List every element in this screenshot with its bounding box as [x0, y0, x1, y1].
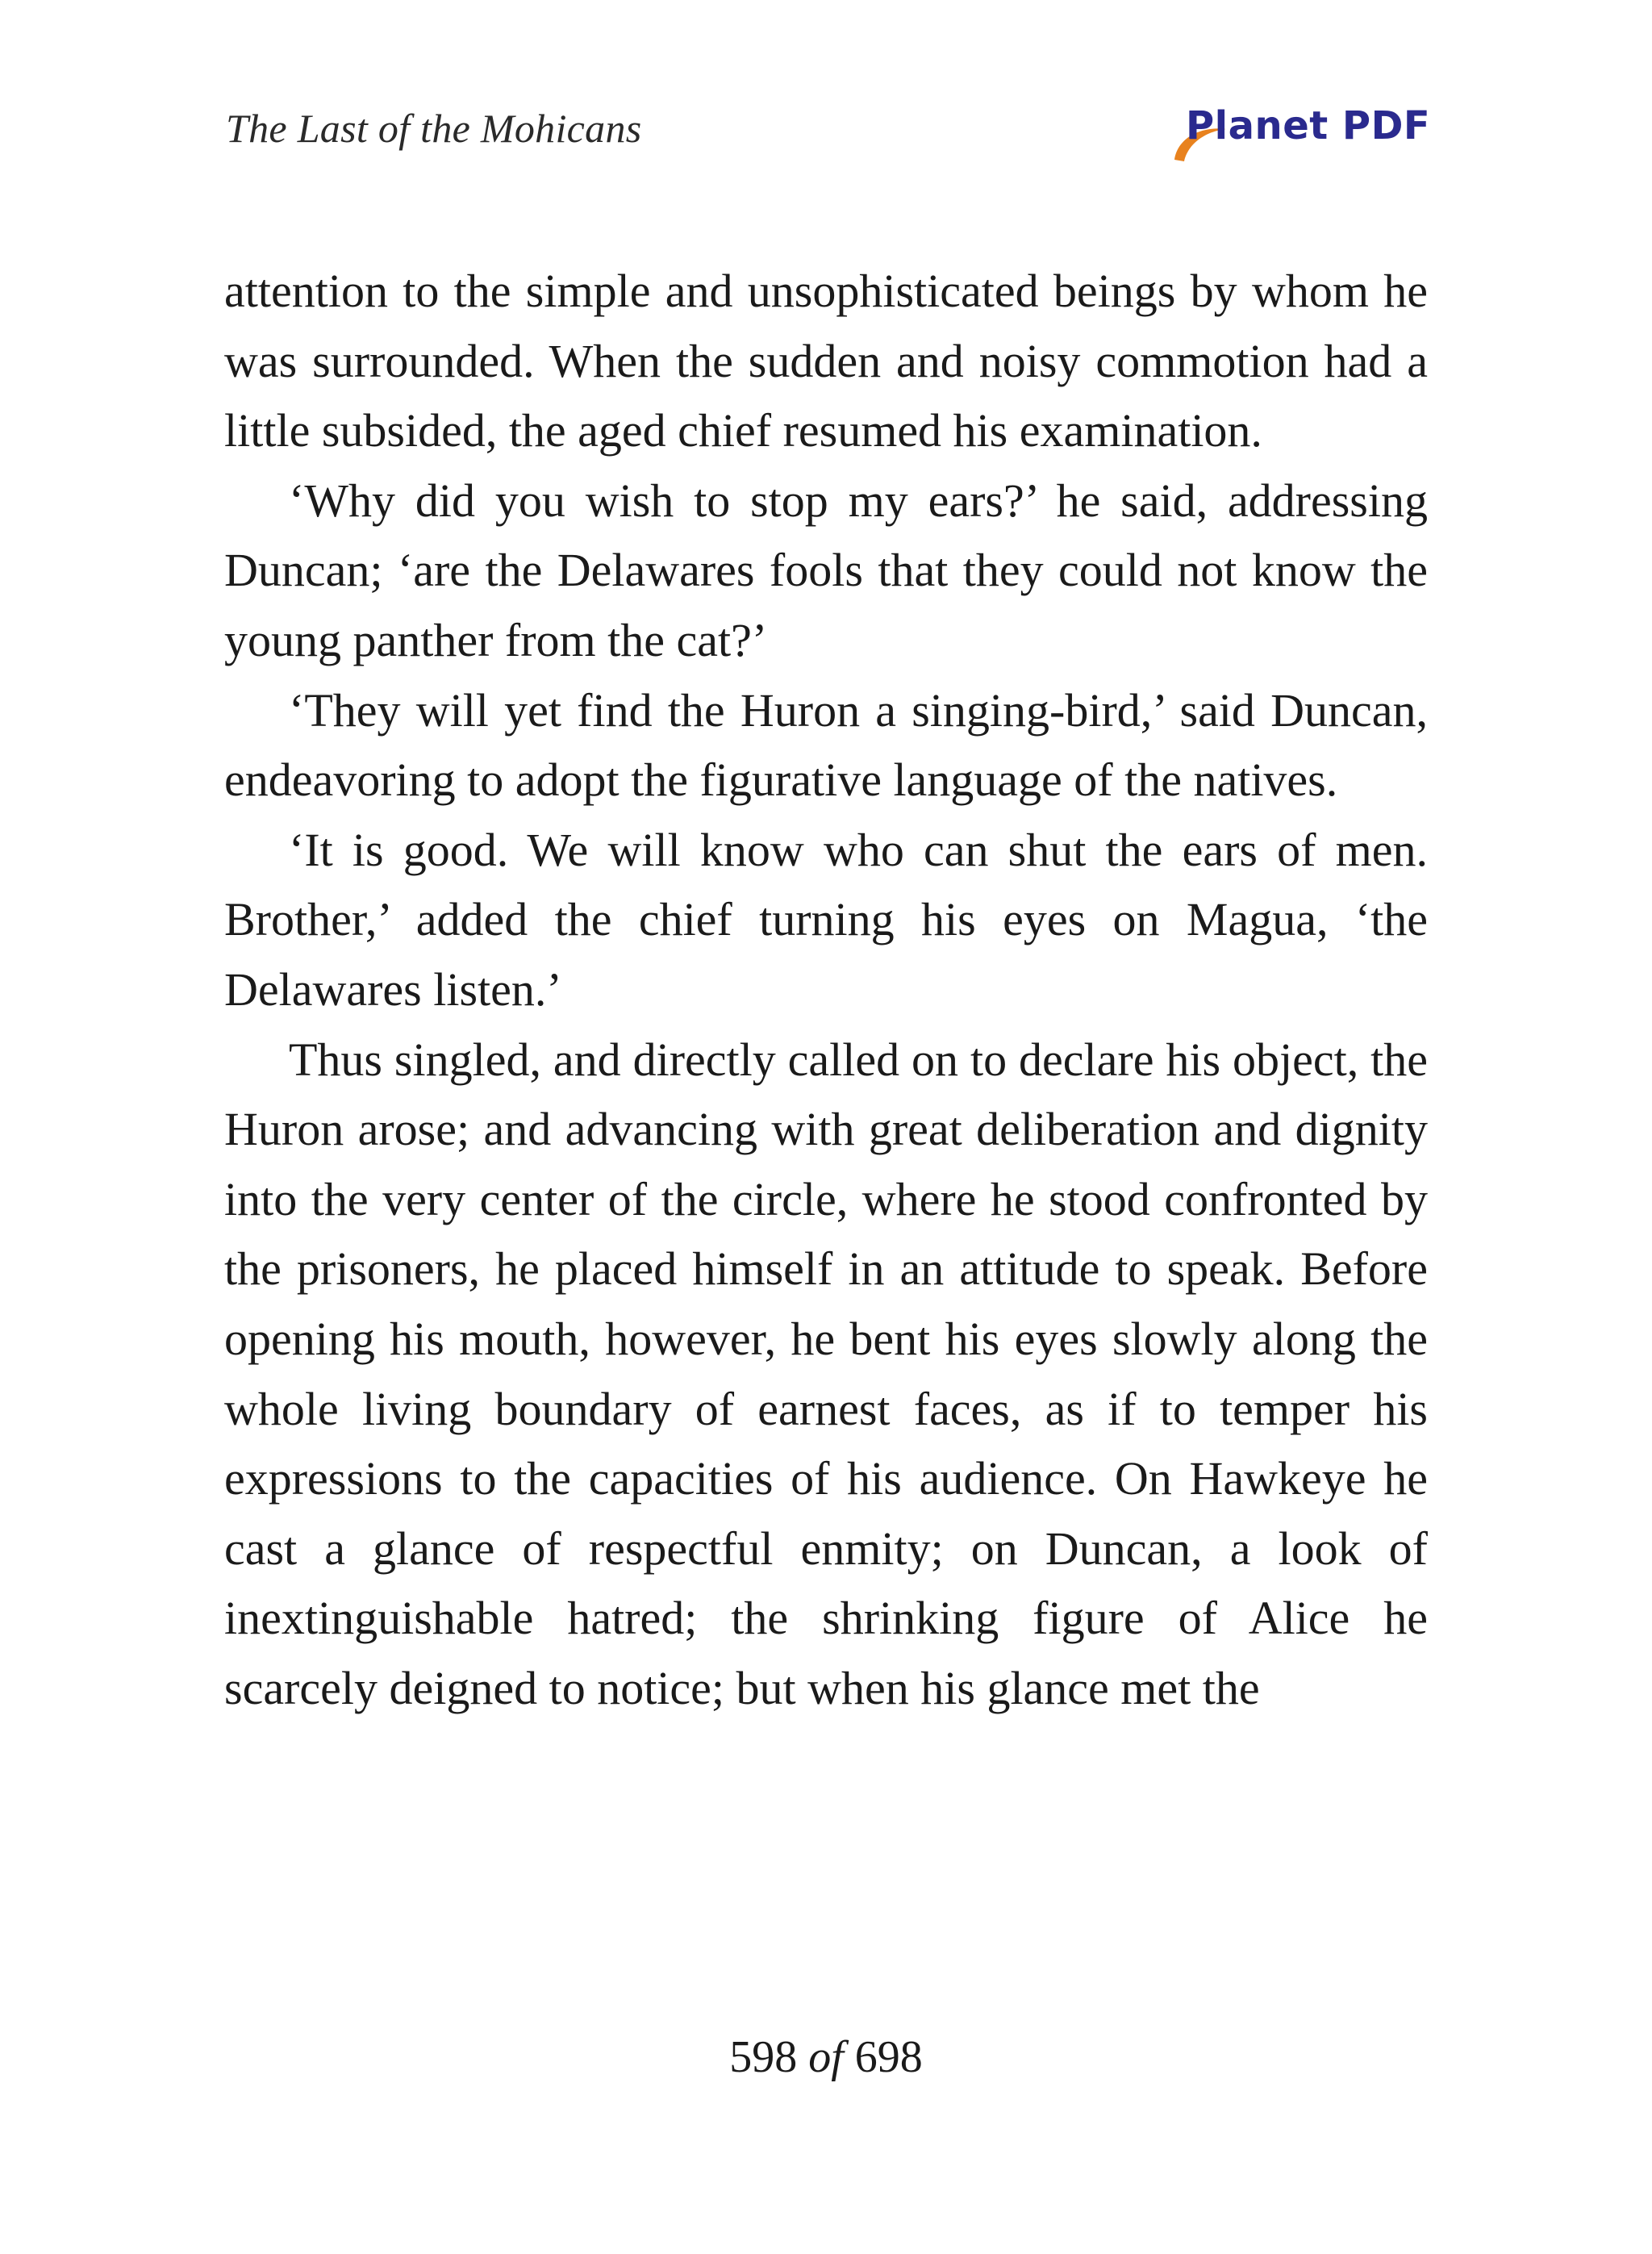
paragraph: Thus singled, and directly called on to declare his object, the Huron arose; and advancing with great deliberation and dignity into the very center of the circle, where he stood confronted by the prisoners, he placed himself in an attitude to speak. Before opening his mouth, however, he bent his eyes slowly along the whole living boundary of earnest faces, as if to temper his expressions to the capacities of his audience. On Hawkeye he cast a glance of respectful enmity; on Duncan, a look of inextinguishable hatred; the shrinking figure of Alice he scarcely deigned to notice; but when his glance met the [224, 1033, 1428, 1714]
paragraph: ‘Why did you wish to stop my ears?’ he said, addressing Duncan; ‘are the Delawares fools that they could not know the young panther from the cat?’ [224, 474, 1428, 666]
logo-text: Planet PDF [1186, 103, 1431, 148]
planet-pdf-logo [1170, 103, 1436, 168]
page-of-word: of [808, 2032, 844, 2082]
paragraph: ‘It is good. We will know who can shut the ears of men. Brother,’ added the chief turning his eyes on Magua, ‘the Delawares listen.’ [224, 823, 1428, 1016]
current-page: 598 [729, 2032, 798, 2082]
running-head-title: The Last of the Mohicans [226, 106, 642, 151]
paragraph-continued: attention to the simple and unsophisticated beings by whom he was surrounded. When the sudden and noisy commotion had a little subsided, the aged chief resumed his examination. [224, 265, 1428, 457]
total-pages: 698 [854, 2032, 923, 2082]
body-text [224, 257, 1428, 1723]
paragraph: ‘They will yet find the Huron a singing-bird,’ said Duncan, endeavoring to adopt the figurative language of the natives. [224, 683, 1428, 807]
page-number [0, 2031, 1652, 2083]
